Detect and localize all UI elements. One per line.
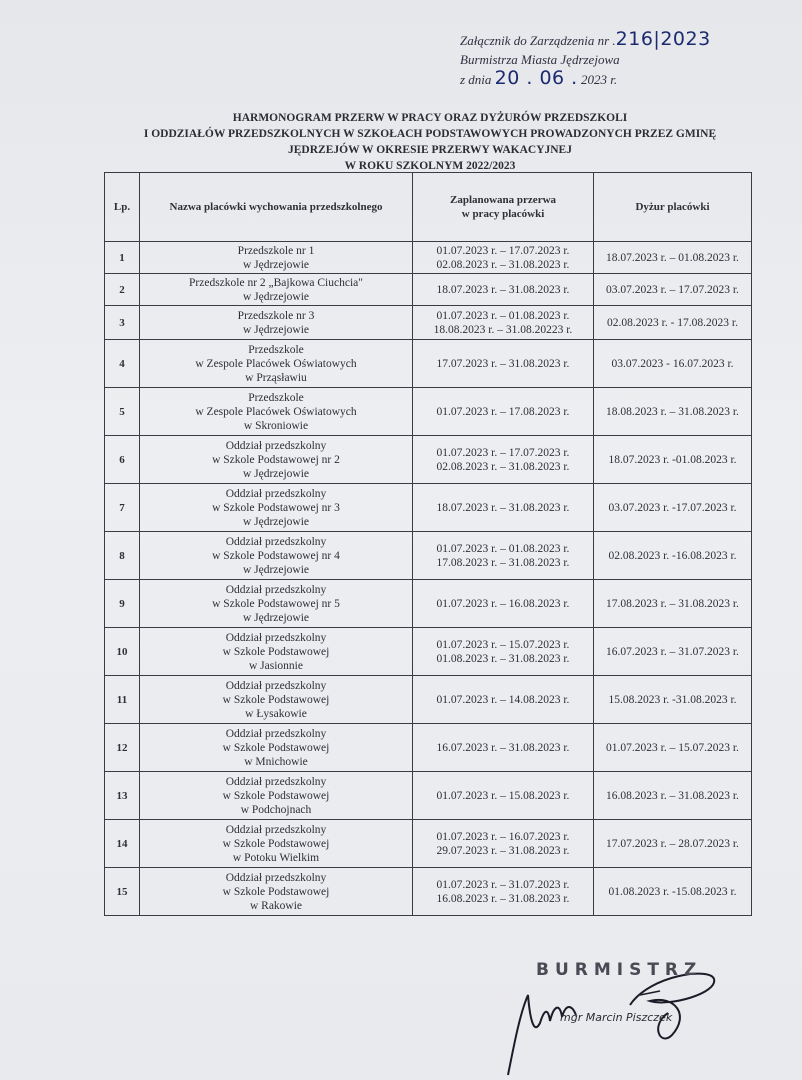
planned-break xyxy=(413,274,594,306)
stamp-title: BURMISTRZ xyxy=(536,960,703,980)
facility-name xyxy=(140,306,413,340)
table-row xyxy=(105,340,752,388)
planned-break xyxy=(413,868,594,916)
planned-break-period: 01.07.2023 r. – 01.08.2023 r. xyxy=(436,542,570,555)
row-number: 7 xyxy=(105,484,140,532)
duty-period: 16.07.2023 r. – 31.07.2023 r. xyxy=(594,628,752,676)
duty-period: 03.07.2023 - 16.07.2023 r. xyxy=(594,340,752,388)
row-number: 15 xyxy=(105,868,140,916)
header-break-line-1: Zaplanowana przerwa xyxy=(449,194,557,206)
planned-break xyxy=(413,242,594,274)
planned-break-period: 16.07.2023 r. – 31.08.2023 r. xyxy=(436,741,570,754)
facility-name-line: w Potoku Wielkim xyxy=(232,851,320,864)
planned-break xyxy=(413,388,594,436)
title-line-3: JĘDRZEJÓW W OKRESIE PRZERWY WAKACYJNEJ xyxy=(288,144,572,156)
facility-name xyxy=(140,868,413,916)
table-row xyxy=(105,306,752,340)
facility-name-line: w Zespole Placówek Oświatowych xyxy=(195,357,357,370)
title-line-1: HARMONOGRAM PRZERW W PRACY ORAZ DYŻURÓW PRZEDSZKOLI xyxy=(232,112,628,124)
planned-break-period: 01.07.2023 r. – 17.07.2023 r. xyxy=(436,446,570,459)
facility-name xyxy=(140,580,413,628)
stamp-name: mgr Marcin Piszczek xyxy=(560,1011,673,1024)
facility-name xyxy=(140,388,413,436)
planned-break xyxy=(413,436,594,484)
facility-name-line: w Jędrzejowie xyxy=(242,258,310,271)
title-line-2: I ODDZIAŁÓW PRZEDSZKOLNYCH W SZKOŁACH PODSTAWOWYCH PROWADZONYCH PRZEZ GMINĘ xyxy=(143,128,717,140)
handwritten-date: 20 . 06 . xyxy=(494,67,578,89)
attachment-line-3 xyxy=(460,69,711,89)
table-row xyxy=(105,484,752,532)
planned-break xyxy=(413,820,594,868)
facility-name-line: w Jędrzejowie xyxy=(242,467,310,480)
facility-name xyxy=(140,820,413,868)
planned-break-period: 18.07.2023 r. – 31.08.2023 r. xyxy=(436,283,570,296)
facility-name-line: Oddział przedszkolny xyxy=(225,439,327,452)
duty-period: 17.07.2023 r. – 28.07.2023 r. xyxy=(594,820,752,868)
table-row xyxy=(105,820,752,868)
planned-break-period: 17.07.2023 r. – 31.08.2023 r. xyxy=(436,357,570,370)
row-number: 11 xyxy=(105,676,140,724)
facility-name-line: Oddział przedszkolny xyxy=(225,727,327,740)
facility-name-line: w Szkole Podstawowej xyxy=(222,741,330,754)
facility-name-line: Przedszkole nr 2 „Bajkowa Ciuchcia" xyxy=(189,276,363,289)
facility-name-line: Przedszkole xyxy=(248,391,304,404)
facility-name-line: w Prząsławiu xyxy=(245,371,307,384)
planned-break xyxy=(413,772,594,820)
facility-name-line: w Jędrzejowie xyxy=(242,611,310,624)
facility-name-line: w Szkole Podstawowej xyxy=(222,885,330,898)
row-number: 1 xyxy=(105,242,140,274)
duty-period: 03.07.2023 r. -17.07.2023 r. xyxy=(594,484,752,532)
duty-period: 18.08.2023 r. – 31.08.2023 r. xyxy=(594,388,752,436)
row-number: 13 xyxy=(105,772,140,820)
header-lp: Lp. xyxy=(105,173,140,242)
facility-name-line: w Szkole Podstawowej nr 2 xyxy=(212,453,340,466)
attachment-line-2: Burmistrza Miasta Jędrzejowa xyxy=(460,52,620,67)
planned-break xyxy=(413,724,594,772)
planned-break-period: 02.08.2023 r. – 31.08.2023 r. xyxy=(436,460,570,473)
table-row xyxy=(105,868,752,916)
planned-break xyxy=(413,532,594,580)
duty-period: 16.08.2023 r. – 31.08.2023 r. xyxy=(594,772,752,820)
facility-name-line: Oddział przedszkolny xyxy=(225,583,327,596)
planned-break-period: 01.07.2023 r. – 17.08.2023 r. xyxy=(436,405,570,418)
title-line-4: W ROKU SZKOLNYM 2022/2023 xyxy=(344,160,516,172)
table-row xyxy=(105,580,752,628)
table-body xyxy=(105,242,752,916)
facility-name-line: w Szkole Podstawowej nr 4 xyxy=(212,549,340,562)
facility-name-line: w Jędrzejowie xyxy=(242,563,310,576)
planned-break-period: 01.07.2023 r. – 17.07.2023 r. xyxy=(436,244,570,257)
facility-name-line: w Łysakowie xyxy=(245,707,307,720)
facility-name-line: w Szkole Podstawowej xyxy=(222,693,330,706)
planned-break xyxy=(413,484,594,532)
row-number: 3 xyxy=(105,306,140,340)
attachment-prefix: Załącznik do Zarządzenia nr . xyxy=(460,33,616,48)
header-name: Nazwa placówki wychowania przedszkolnego xyxy=(140,173,413,242)
schedule-table xyxy=(104,172,752,916)
table-header-row xyxy=(105,173,752,242)
table-row xyxy=(105,388,752,436)
facility-name-line: Oddział przedszkolny xyxy=(225,535,327,548)
facility-name-line: w Rakowie xyxy=(249,899,303,912)
facility-name-line: Przedszkole nr 3 xyxy=(237,309,315,322)
document-title xyxy=(100,110,760,174)
row-number: 2 xyxy=(105,274,140,306)
row-number: 14 xyxy=(105,820,140,868)
facility-name-line: w Zespole Placówek Oświatowych xyxy=(195,405,357,418)
facility-name-line: w Szkole Podstawowej xyxy=(222,645,330,658)
planned-break-period: 01.07.2023 r. – 15.07.2023 r. xyxy=(436,638,570,651)
facility-name xyxy=(140,676,413,724)
planned-break-period: 02.08.2023 r. – 31.08.2023 r. xyxy=(436,258,570,271)
planned-break-period: 01.07.2023 r. – 01.08.2023 r. xyxy=(436,309,570,322)
facility-name-line: w Jędrzejowie xyxy=(242,323,310,336)
attachment-note xyxy=(460,30,711,89)
row-number: 10 xyxy=(105,628,140,676)
facility-name xyxy=(140,484,413,532)
facility-name-line: w Podchojnach xyxy=(240,803,312,816)
facility-name-line: Oddział przedszkolny xyxy=(225,631,327,644)
facility-name-line: w Mnichowie xyxy=(244,755,308,768)
planned-break-period: 29.07.2023 r. – 31.08.2023 r. xyxy=(436,844,570,857)
duty-period: 18.07.2023 r. – 01.08.2023 r. xyxy=(594,242,752,274)
duty-period: 01.08.2023 r. -15.08.2023 r. xyxy=(594,868,752,916)
table-row xyxy=(105,274,752,306)
facility-name-line: Oddział przedszkolny xyxy=(225,679,327,692)
attachment-line-1 xyxy=(460,30,711,50)
row-number: 9 xyxy=(105,580,140,628)
table-row xyxy=(105,242,752,274)
planned-break-period: 01.07.2023 r. – 15.08.2023 r. xyxy=(436,789,570,802)
facility-name-line: Oddział przedszkolny xyxy=(225,871,327,884)
facility-name xyxy=(140,724,413,772)
planned-break xyxy=(413,580,594,628)
facility-name-line: Przedszkole xyxy=(248,343,304,356)
table-row xyxy=(105,772,752,820)
duty-period: 03.07.2023 r. – 17.07.2023 r. xyxy=(594,274,752,306)
header-duty: Dyżur placówki xyxy=(594,173,752,242)
facility-name-line: w Skroniowie xyxy=(243,419,309,432)
planned-break-period: 01.07.2023 r. – 31.07.2023 r. xyxy=(436,878,570,891)
planned-break-period: 18.07.2023 r. – 31.08.2023 r. xyxy=(436,501,570,514)
facility-name-line: Oddział przedszkolny xyxy=(225,823,327,836)
planned-break-period: 01.07.2023 r. – 14.08.2023 r. xyxy=(436,693,570,706)
table-row xyxy=(105,628,752,676)
facility-name-line: w Szkole Podstawowej xyxy=(222,789,330,802)
facility-name-line: w Jędrzejowie xyxy=(242,290,310,303)
planned-break xyxy=(413,628,594,676)
planned-break xyxy=(413,340,594,388)
facility-name xyxy=(140,628,413,676)
row-number: 8 xyxy=(105,532,140,580)
facility-name-line: w Szkole Podstawowej nr 3 xyxy=(212,501,340,514)
facility-name-line: w Szkole Podstawowej xyxy=(222,837,330,850)
date-prefix: z dnia xyxy=(460,72,492,87)
facility-name-line: w Jasionnie xyxy=(249,659,303,672)
duty-period: 02.08.2023 r. -16.08.2023 r. xyxy=(594,532,752,580)
facility-name xyxy=(140,436,413,484)
facility-name xyxy=(140,242,413,274)
planned-break-period: 01.07.2023 r. – 16.08.2023 r. xyxy=(436,597,570,610)
facility-name xyxy=(140,340,413,388)
duty-period: 01.07.2023 r. – 15.07.2023 r. xyxy=(594,724,752,772)
attachment-number: 216|2023 xyxy=(615,28,711,50)
date-suffix: 2023 r. xyxy=(580,72,618,87)
planned-break-period: 17.08.2023 r. – 31.08.2023 r. xyxy=(436,556,570,569)
table-row xyxy=(105,724,752,772)
row-number: 4 xyxy=(105,340,140,388)
planned-break-period: 01.07.2023 r. – 16.07.2023 r. xyxy=(436,830,570,843)
duty-period: 18.07.2023 r. -01.08.2023 r. xyxy=(594,436,752,484)
header-break xyxy=(413,173,594,242)
planned-break-period: 16.08.2023 r. – 31.08.2023 r. xyxy=(436,892,570,905)
facility-name xyxy=(140,274,413,306)
facility-name-line: Oddział przedszkolny xyxy=(225,487,327,500)
planned-break xyxy=(413,676,594,724)
facility-name-line: Oddział przedszkolny xyxy=(225,775,327,788)
facility-name xyxy=(140,532,413,580)
row-number: 12 xyxy=(105,724,140,772)
facility-name-line: Przedszkole nr 1 xyxy=(237,244,315,257)
planned-break-period: 18.08.2023 r. – 31.08.20223 r. xyxy=(433,323,573,336)
planned-break xyxy=(413,306,594,340)
row-number: 6 xyxy=(105,436,140,484)
table-row xyxy=(105,532,752,580)
duty-period: 02.08.2023 r. - 17.08.2023 r. xyxy=(594,306,752,340)
duty-period: 15.08.2023 r. -31.08.2023 r. xyxy=(594,676,752,724)
table-row xyxy=(105,436,752,484)
header-break-line-2: w pracy placówki xyxy=(461,208,545,220)
row-number: 5 xyxy=(105,388,140,436)
duty-period: 17.08.2023 r. – 31.08.2023 r. xyxy=(594,580,752,628)
facility-name xyxy=(140,772,413,820)
facility-name-line: w Jędrzejowie xyxy=(242,515,310,528)
table-row xyxy=(105,676,752,724)
facility-name-line: w Szkole Podstawowej nr 5 xyxy=(212,597,340,610)
planned-break-period: 01.08.2023 r. – 31.08.2023 r. xyxy=(436,652,570,665)
